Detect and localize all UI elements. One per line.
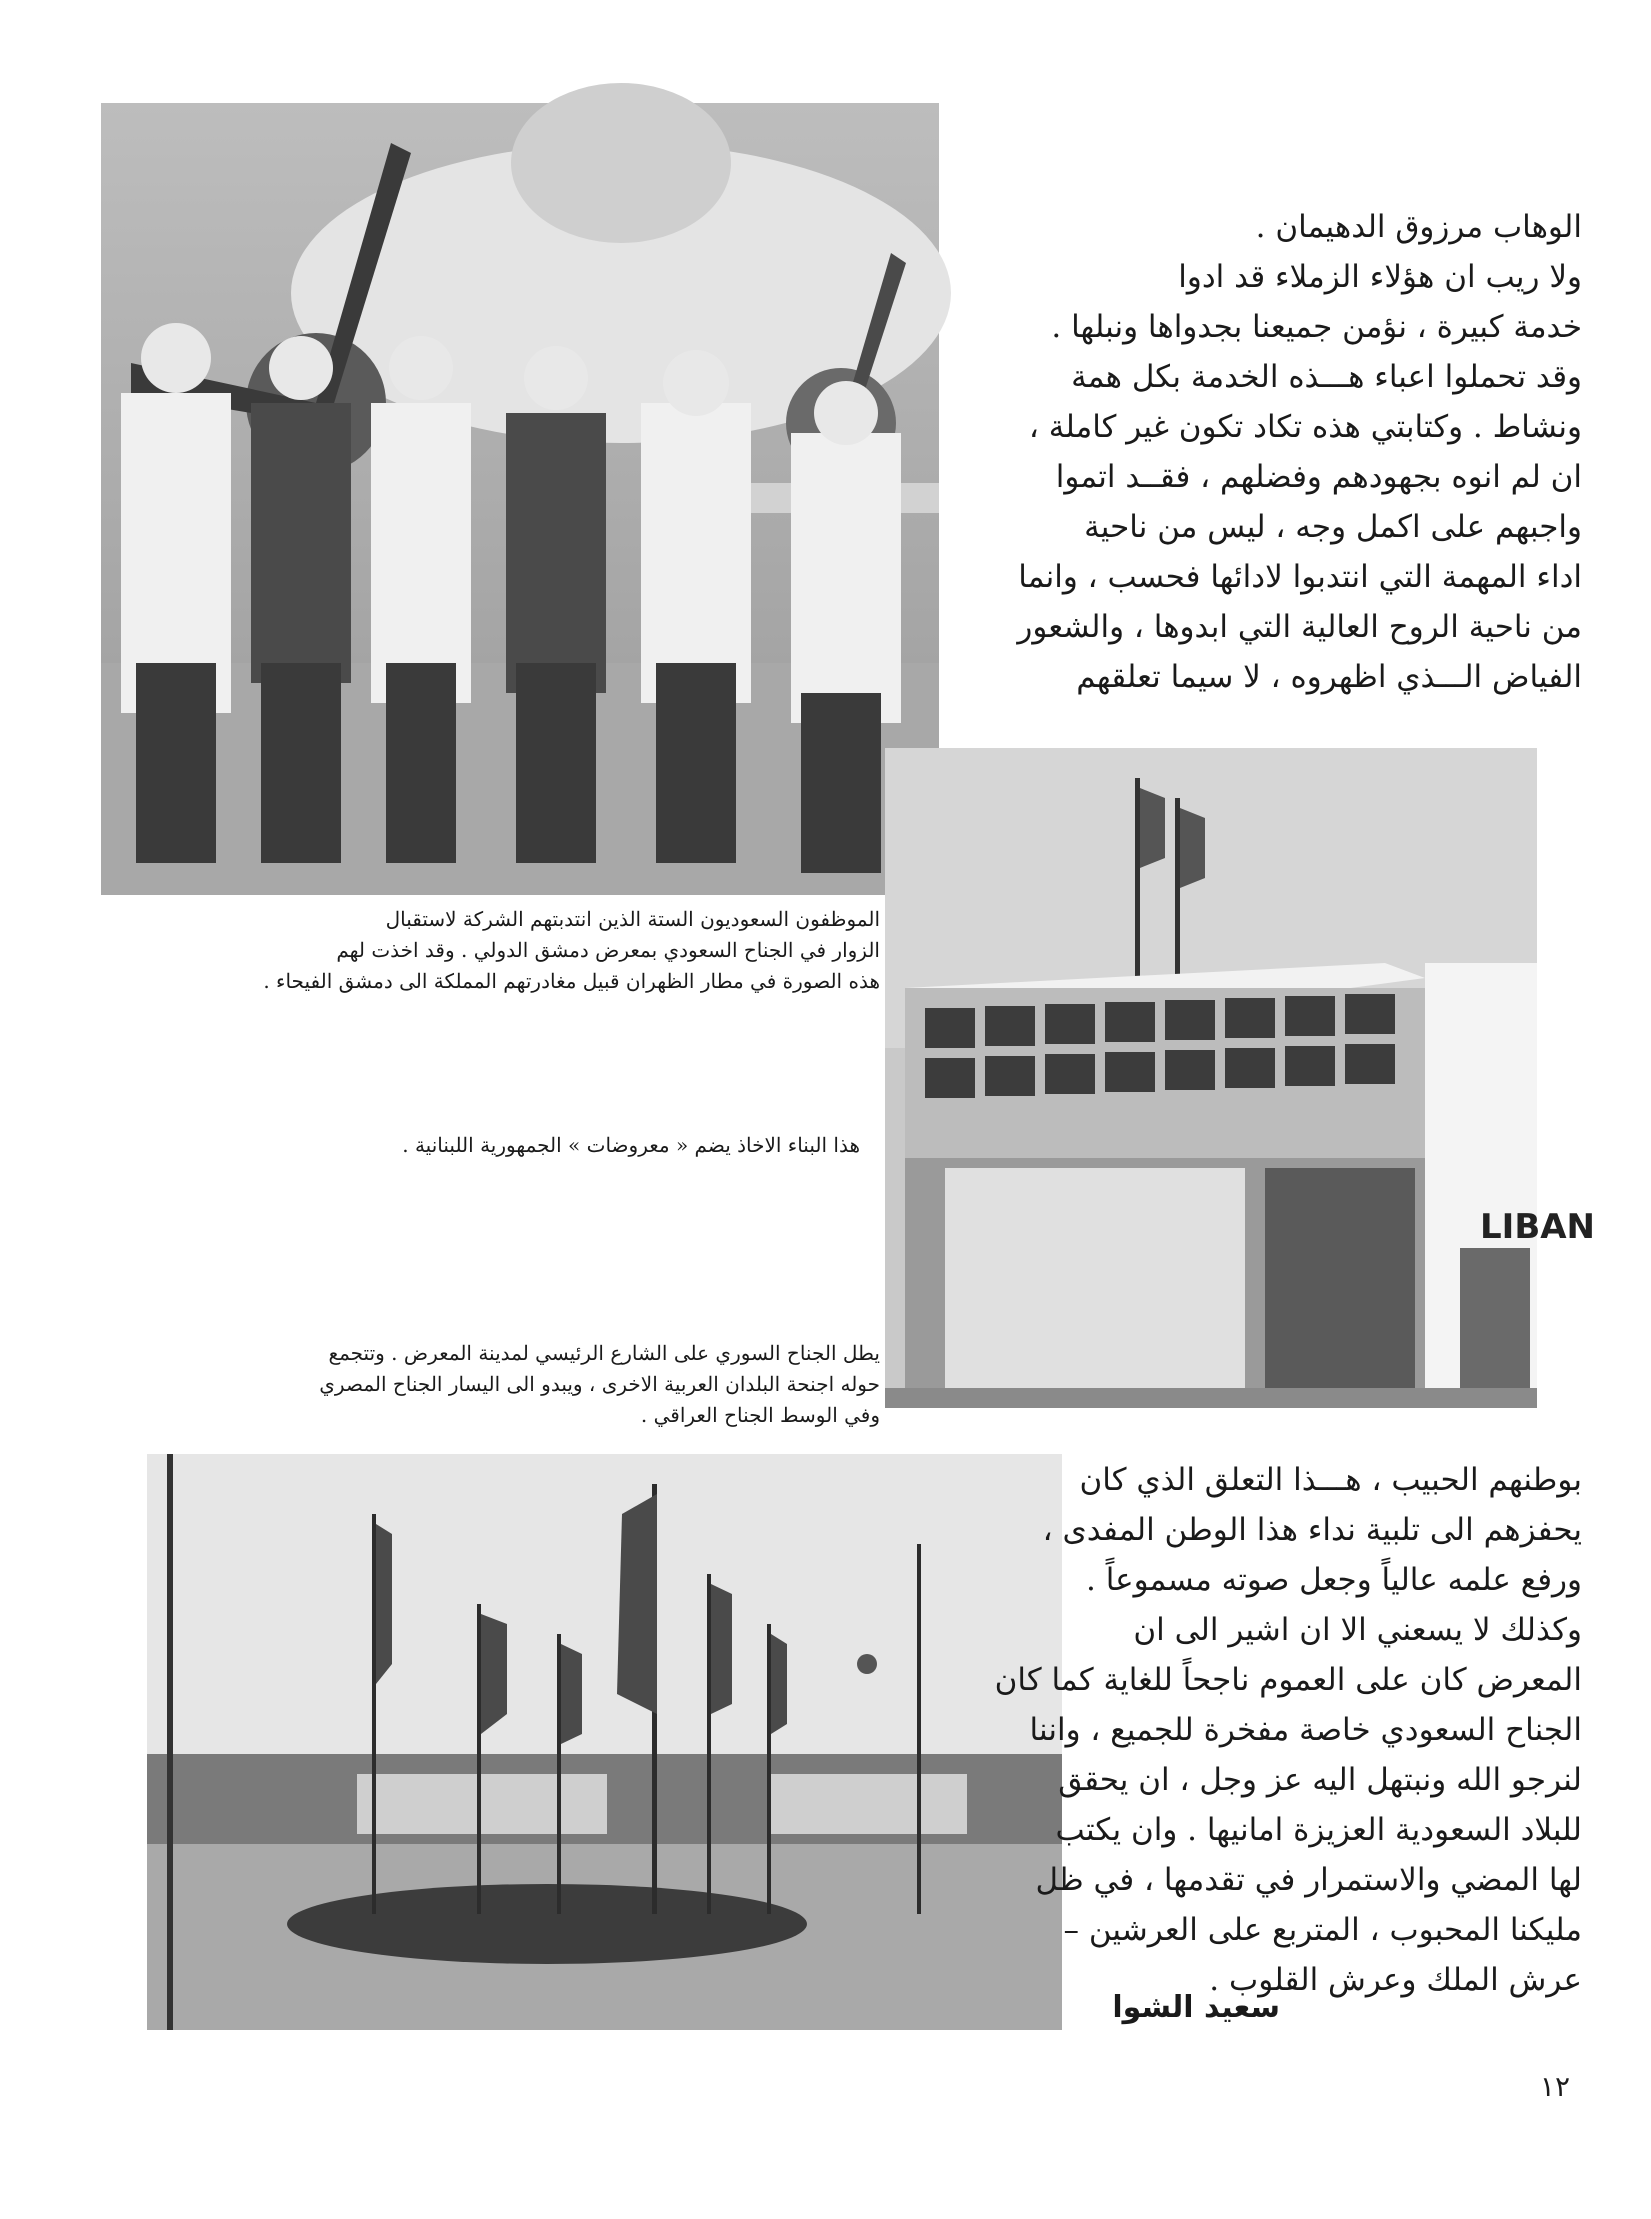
lebanon-pavilion-photo	[885, 748, 1595, 1408]
article-line: واجبهم على اكمل وجه ، ليس من ناحية	[1084, 509, 1582, 545]
article-line: بوطنهم الحبيب ، هـــذا التعلق الذي كان	[1079, 1462, 1582, 1498]
caption-line: هذه الصورة في مطار الظهران قبيل مغادرتهم المملكة الى دمشق الفيحاء .	[263, 969, 880, 993]
liban-sign: LIBAN	[1480, 1207, 1595, 1247]
article-line: وكذلك لا يسعني الا ان اشير الى ان	[1133, 1612, 1582, 1648]
lebanon-caption	[380, 1130, 860, 1161]
article-line: لنرجو الله ونبتهل اليه عز وجل ، ان يحقق	[1058, 1762, 1582, 1798]
syria-caption	[140, 1338, 880, 1431]
article-line: وقد تحملوا اعباء هـــذه الخدمة بكل همة	[1071, 359, 1582, 395]
author-signature: سعيد الشوا	[1112, 1990, 1280, 2025]
caption-line: الزوار في الجناح السعودي بمعرض دمشق الدولي . وقد اخذت لهم	[336, 938, 880, 962]
caption-line: الموظفون السعوديون الستة الذين انتدبتهم الشركة لاستقبال	[385, 907, 880, 931]
article-line: الفياض الـــذي اظهروه ، لا سيما تعلقهم	[1076, 659, 1582, 695]
article-line: مليكنا المحبوب ، المتربع على العرشين –	[1063, 1912, 1582, 1948]
article-line: الوهاب مرزوق الدهيمان .	[1255, 209, 1582, 245]
article-line: ورفع علمه عالياً وجعل صوته مسموعاً .	[1085, 1562, 1582, 1598]
article-line: ولا ريب ان هؤلاء الزملاء قد ادوا	[1178, 259, 1582, 295]
article-line: خدمة كبيرة ، نؤمن جميعنا بجدواها ونبلها .	[1051, 309, 1582, 345]
article-column-top	[1002, 202, 1582, 702]
staff-caption	[140, 904, 880, 997]
page-number: ١٢	[1539, 2070, 1570, 2103]
article-line: لها المضي والاستمرار في تقدمها ، في ظل	[1035, 1862, 1582, 1898]
caption-line: وفي الوسط الجناح العراقي .	[640, 1403, 880, 1427]
article-line: ان لم انوه بجهودهم وفضلهم ، فقــد اتموا	[1055, 459, 1582, 495]
syrian-pavilion-photo	[147, 1454, 1062, 2030]
caption-line: يطل الجناح السوري على الشارع الرئيسي لمدينة المعرض . وتتجمع	[328, 1341, 880, 1365]
staff-photo	[101, 103, 939, 895]
caption-line: هذا البناء الاخاذ يضم « معروضات » الجمهورية اللبنانية .	[402, 1133, 860, 1157]
article-line: اداء المهمة التي انتدبوا لادائها فحسب ، وانما	[1018, 559, 1582, 595]
article-line: من ناحية الروح العالية التي ابدوها ، والشعور	[1017, 609, 1582, 645]
article-line: ونشاط . وكتابتي هذه تكاد تكون غير كاملة ،	[1028, 409, 1582, 445]
article-line: يحفزهم الى تلبية نداء هذا الوطن المفدى ،	[1042, 1512, 1582, 1548]
article-line: المعرض كان على العموم ناجحاً للغاية كما كان	[994, 1662, 1582, 1698]
article-line: عرش الملك وعرش القلوب .	[1209, 1962, 1582, 1998]
article-column-bottom	[994, 1455, 1582, 2005]
article-line: للبلاد السعودية العزيزة امانيها . وان يكتب	[1055, 1812, 1582, 1848]
caption-line: حوله اجنحة البلدان العربية الاخرى ، ويبدو الى اليسار الجناح المصري	[319, 1372, 880, 1396]
article-line: الجناح السعودي خاصة مفخرة للجميع ، واننا	[1029, 1712, 1582, 1748]
